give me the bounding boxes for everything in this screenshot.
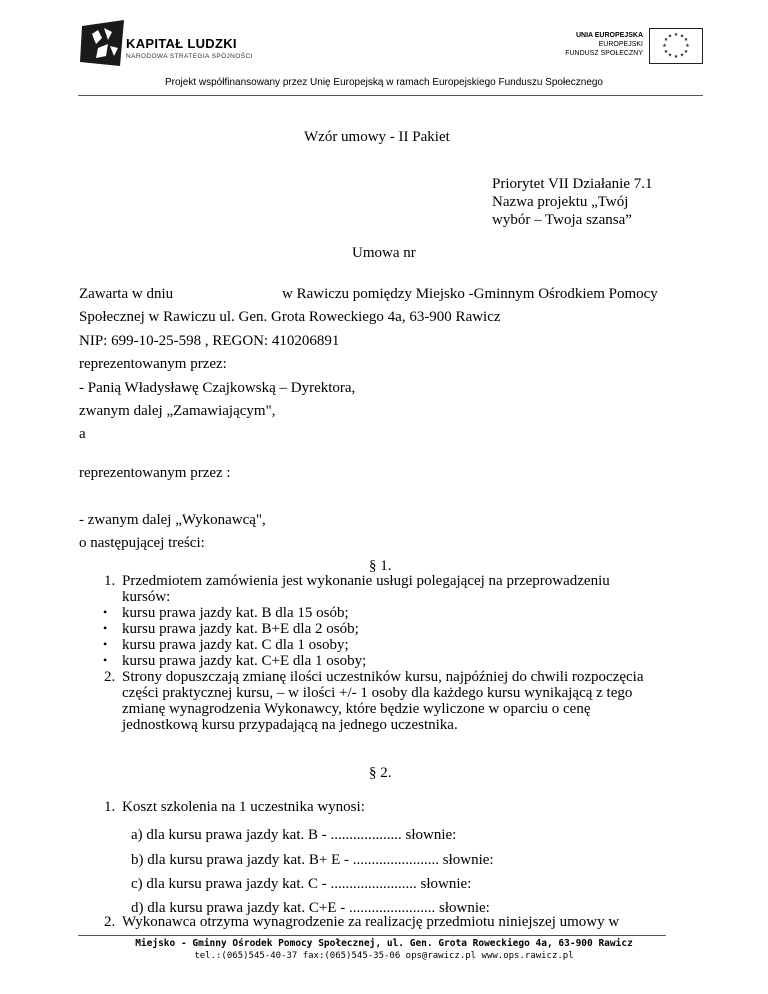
eu-flag-icon bbox=[649, 28, 703, 64]
svg-text:★: ★ bbox=[679, 52, 685, 59]
priority-line-1: Priorytet VII Działanie 7.1 bbox=[492, 176, 653, 192]
concluded-date-label: Zawarta w dniu bbox=[79, 286, 174, 302]
content-intro: o następującej treści: bbox=[79, 535, 205, 551]
s1-item2-line2: części praktycznej kursu, – w ilości +/- 1 osoby dla każdego kursu wynikającą z tego bbox=[122, 685, 633, 701]
eu-label-line2: EUROPEJSKI bbox=[598, 41, 643, 48]
s2-sub-item: c) dla kursu prawa jazdy kat. C - ....................... słownie: bbox=[131, 876, 472, 892]
footer-address: Miejsko - Gminny Ośrodek Pomocy Społecznej, ul. Gen. Grota Roweckiego 4a, 63-900 Rawicz bbox=[135, 938, 633, 949]
eu-label-line3: FUNDUSZ SPOŁECZNY bbox=[565, 50, 643, 57]
s2-sub-item: a) dla kursu prawa jazdy kat. B - ................... słownie: bbox=[131, 827, 457, 843]
s1-item1-line2: kursów: bbox=[122, 589, 171, 605]
bullet-marker: • bbox=[103, 653, 108, 667]
svg-text:★: ★ bbox=[663, 49, 669, 55]
s2-sub-item: d) dla kursu prawa jazdy kat. C+E - ....................... słownie: bbox=[131, 900, 490, 916]
called-ordering-party: zwanym dalej „Zamawiającym", bbox=[79, 403, 276, 419]
s2-item2-number: 2. bbox=[104, 914, 116, 930]
bullet-item: kursu prawa jazdy kat. B dla 15 osób; bbox=[122, 605, 349, 621]
s2-sub-item: b) dla kursu prawa jazdy kat. B+ E - ....................... słownie: bbox=[131, 852, 494, 868]
svg-text:★: ★ bbox=[683, 37, 689, 43]
section-1-heading: § 1. bbox=[369, 558, 392, 574]
kapital-ludzki-title: KAPITAŁ LUDZKI bbox=[126, 36, 237, 51]
bullet-item: kursu prawa jazdy kat. C dla 1 osoby; bbox=[122, 637, 349, 653]
bullet-marker: • bbox=[103, 637, 108, 651]
s1-item2-line1: Strony dopuszczają zmianę ilości uczestników kursu, najpóźniej do chwili rozpoczęcia bbox=[122, 669, 644, 685]
called-contractor: - zwanym dalej „Wykonawcą", bbox=[79, 512, 266, 528]
svg-text:★: ★ bbox=[663, 37, 669, 43]
section-2-heading: § 2. bbox=[369, 765, 392, 781]
priority-line-3: wybór – Twoja szansa” bbox=[492, 212, 632, 228]
cofinance-note: Projekt współfinansowany przez Unię Europejską w ramach Europejskiego Funduszu Społecznego bbox=[164, 77, 603, 88]
s1-item2-number: 2. bbox=[104, 669, 116, 685]
svg-text:★: ★ bbox=[673, 32, 679, 38]
doc-title: Wzór umowy - II Pakiet bbox=[304, 129, 450, 145]
s1-item1-number: 1. bbox=[104, 573, 116, 589]
director: - Panią Władysławę Czajkowską – Dyrektora, bbox=[79, 380, 356, 396]
eu-label bbox=[560, 31, 643, 58]
bullet-item: kursu prawa jazdy kat. C+E dla 1 osoby; bbox=[122, 653, 367, 669]
eu-label-line1: UNIA EUROPEJSKA bbox=[575, 32, 643, 39]
represented-by: reprezentowanym przez: bbox=[79, 356, 227, 372]
s2-item2: Wykonawca otrzyma wynagrodzenie za realizację przedmiotu niniejszej umowy w bbox=[122, 914, 620, 930]
contract-number: Umowa nr bbox=[352, 245, 416, 261]
priority-line-2: Nazwa projektu „Twój bbox=[492, 194, 629, 210]
s1-item1-line1: Przedmiotem zamówienia jest wykonanie usługi polegającej na przeprowadzeniu bbox=[122, 573, 610, 589]
bullet-item: kursu prawa jazdy kat. B+E dla 2 osób; bbox=[122, 621, 359, 637]
kapital-ludzki-subtitle: NARODOWA STRATEGIA SPÓJNOŚCI bbox=[126, 53, 253, 60]
concluded-parties: w Rawiczu pomiędzy Miejsko -Gminnym Ośrodkiem Pomocy bbox=[282, 286, 658, 302]
org-address: Społecznej w Rawiczu ul. Gen. Grota Roweckiego 4a, 63-900 Rawicz bbox=[79, 309, 501, 325]
and-word: a bbox=[79, 426, 86, 442]
s1-item2-line4: jednostkową kursu przypadającą na jednego uczestnika. bbox=[122, 717, 458, 733]
bullet-marker: • bbox=[103, 621, 108, 635]
svg-text:★: ★ bbox=[667, 33, 673, 40]
kapital-ludzki-logo bbox=[78, 18, 278, 70]
represented-by-2: reprezentowanym przez : bbox=[79, 465, 231, 481]
svg-text:★: ★ bbox=[683, 49, 689, 55]
svg-text:★: ★ bbox=[685, 43, 690, 49]
bullet-marker: • bbox=[103, 605, 108, 619]
s2-item1-number: 1. bbox=[104, 799, 116, 815]
s2-item1: Koszt szkolenia na 1 uczestnika wynosi: bbox=[122, 799, 365, 815]
kapital-ludzki-emblem-icon bbox=[78, 18, 128, 68]
svg-text:★: ★ bbox=[662, 43, 667, 49]
svg-text:★: ★ bbox=[667, 52, 673, 59]
nip-regon: NIP: 699-10-25-598 , REGON: 410206891 bbox=[79, 333, 340, 349]
footer-divider bbox=[78, 935, 666, 936]
s1-item2-line3: zmianę wynagrodzenia Wykonawcy, które będzie wyliczone w oparciu o cenę bbox=[122, 701, 591, 717]
svg-text:★: ★ bbox=[673, 54, 679, 60]
footer-contact: tel.:(065)545-40-37 fax:(065)545-35-06 ops@rawicz.pl www.ops.rawicz.pl bbox=[194, 951, 574, 961]
svg-text:★: ★ bbox=[679, 33, 685, 40]
header-divider bbox=[78, 95, 703, 96]
